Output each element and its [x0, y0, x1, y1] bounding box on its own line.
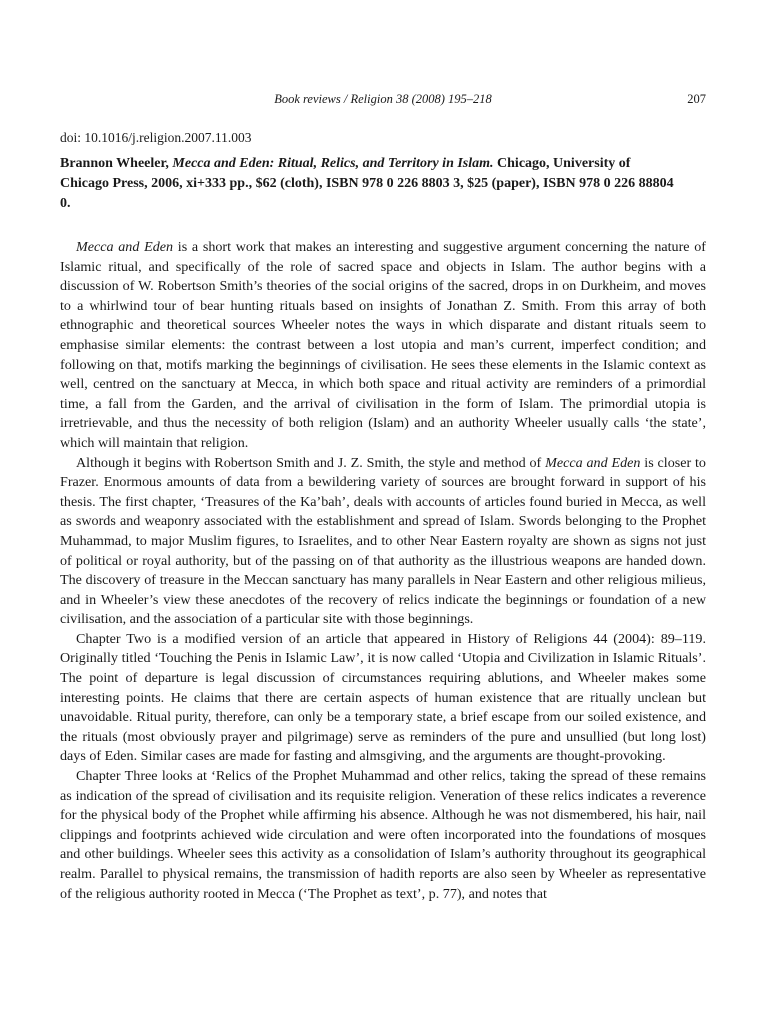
paragraph-2-text-before: Although it begins with Robertson Smith and J. Z. Smith, the style and method of: [76, 454, 546, 471]
doi-link[interactable]: doi: 10.1016/j.religion.2007.11.003: [60, 130, 252, 145]
citation-title: Mecca and Eden: Ritual, Relics, and Territory in Islam.: [172, 156, 494, 171]
citation-details: Chicago, University of Chicago Press, 2006, xi+333 pp., $62 (cloth), ISBN 978 0 226 8803 3, $25 (paper), ISBN 978 0 226 88804 0.: [60, 156, 674, 211]
page-number: 207: [687, 92, 706, 106]
paragraph-4: Chapter Three looks at ‘Relics of the Prophet Muhammad and other relics, taking the spread of these remains as indication of the spread of civilisation and its requisite religion. Veneration of these relics indicates a reverence for the physical body of the Prophet while affirming his absence. Although he was not dismembered, his hair, nail clippings and footprints achieved wide circulation and were often incorporated into the foundations of mosques and other buildings. Wheeler sees this activity as a consolidation of Islam’s authority throughout its geographical realm. Parallel to physical remains, the transmission of hadith reports are also seen by Wheeler as representative of the religious authority rooted in Mecca (‘The Prophet as text’, p. 77), and notes that: [60, 768, 706, 902]
book-citation: [60, 154, 680, 214]
paragraph-3: Chapter Two is a modified version of an article that appeared in History of Religions 44 (2004): 89–119. Originally titled ‘Touching the Penis in Islamic Law’, it is now called ‘Utopia and Civilization in Islamic Rituals’. The point of departure is legal discussion of circumstances requiring ablutions, and Wheeler makes some interesting points. He claims that there are certain aspects of human existence that are ritually unclean but unavoidable. Ritual purity, therefore, can only be a temporary state, a brief escape from our soiled existence, and the rituals (most obviously prayer and pilgrimage) serve as reminders of the pure and unsullied (but long lost) days of Eden. Similar cases are made for fasting and almsgiving, and the arguments are thought-provoking.: [60, 630, 706, 765]
review-body: [60, 238, 706, 904]
citation-author: Brannon Wheeler,: [60, 156, 169, 171]
paragraph-1-italic: Mecca and Eden: [76, 239, 174, 255]
paragraph-2: [60, 454, 706, 630]
paragraph-2-text-after: is closer to Frazer. Enormous amounts of data from a bewildering variety of sources are brought forward in support of his thesis. The first chapter, ‘Treasures of the Ka’bah’, deals with accounts of articles found buried in Mecca, as well as swords and weaponry associated with the establishment and spread of Islam. Swords belonging to the Prophet Muhammad, to major Muslim figures, to Israelites, and to other Near Eastern royalty are shown as signs not just of political or royal authority, but of the passing on of that authority as the illustrious weapons are handed down. The discovery of treasure in the Meccan sanctuary has many parallels in Near Eastern and other religious milieus, and in Wheeler’s view these anecdotes of the recovery of relics indicate the beginnings or foundation of a new civilisation, and the association of a particular site with those beginnings.: [60, 454, 706, 628]
paragraph-1-text: is a short work that makes an interesting and suggestive argument concerning the nature of Islamic ritual, and specifically of the role of sacred space and objects in Islam. The author begins with a discussion of W. Robertson Smith’s theories of the social origins of the sacred, drops in on Durkheim, and moves to a whirlwind tour of bear hunting rituals based on insights of Jonathan Z. Smith. From this array of both ethnographic and theoretical sources Wheeler notes the ways in which disparate and distant rituals seem to emphasise similar elements: the contrast between a lost utopia and man’s current, imperfect condition; and following on that, motifs marking the beginnings of civilisation. He sees these elements in the Islamic context as well, centred on the sanctuary at Mecca, in which both space and ritual activity are reminders of a primordial time, a fall from the Garden, and the arrival of civilisation in the form of Islam. The primordial utopia is irretrievable, and thus the necessity of both religion (Islam) and an authority Wheeler usually calls ‘the state’, which will maintain that religion.: [60, 239, 707, 451]
journal-citation: Book reviews / Religion 38 (2008) 195–218: [274, 92, 492, 106]
paragraph-1: [60, 238, 706, 454]
running-header: [60, 92, 706, 112]
paragraph-2-italic: Mecca and Eden: [545, 454, 641, 471]
